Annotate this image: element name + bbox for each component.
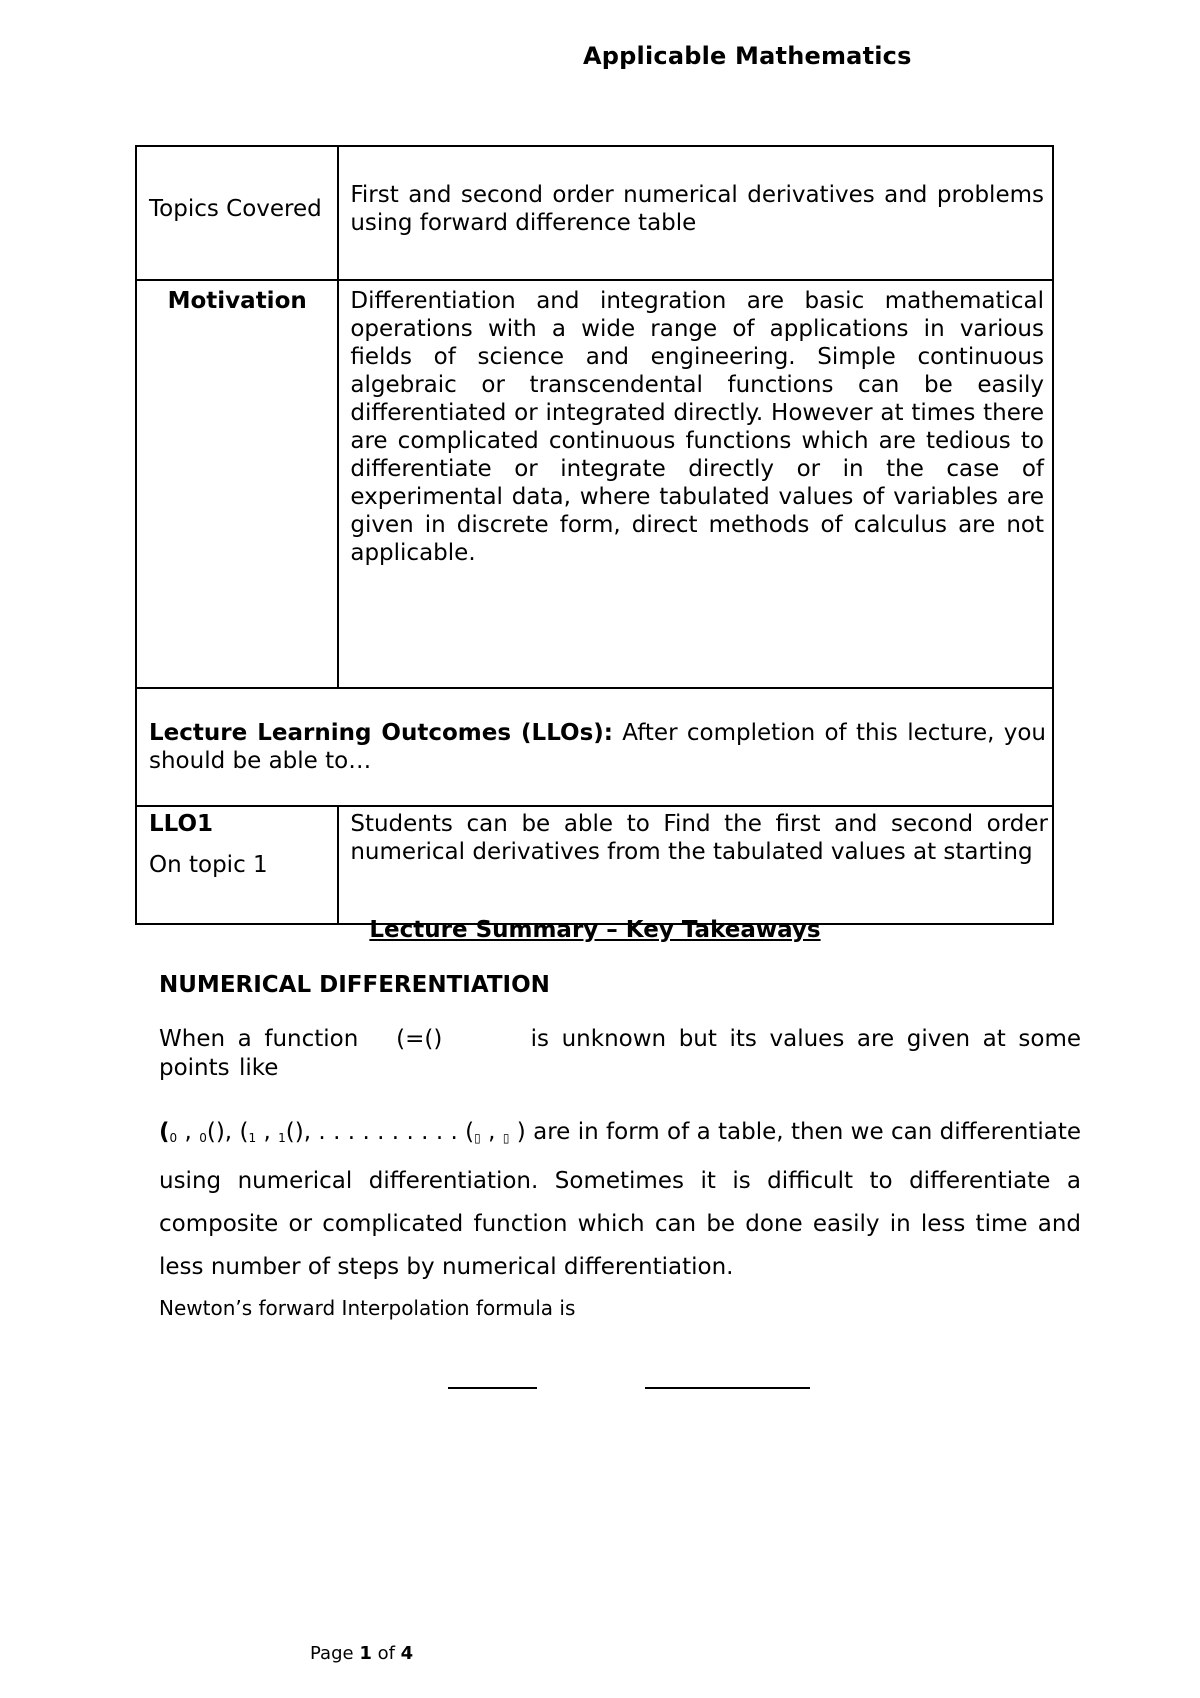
formula-fraction-line-2	[645, 1387, 810, 1389]
point-x1-subscript: 1	[248, 1131, 257, 1145]
llo1-topic: On topic 1	[149, 852, 268, 878]
document-header-title: Applicable Mathematics	[583, 42, 912, 70]
lecture-summary-title: Lecture Summary – Key Takeaways	[369, 917, 821, 943]
motivation-row	[136, 280, 1053, 688]
points-paragraph-text: are in form of a table, then we can differentiate using numerical differentiation. Sometimes it is difficult to differentiate a composite or complicated function which can be done easily in less time and less number of steps by numerical differentiation.	[159, 1119, 1081, 1280]
point-separator: ,	[480, 1119, 503, 1145]
function-expression: (=()	[396, 1026, 443, 1052]
formula-fraction-line-1	[448, 1387, 537, 1389]
llo1-label: LLO1	[149, 811, 214, 837]
newton-formula-intro: Newton’s forward Interpolation formula is	[159, 1296, 576, 1320]
llo1-label-cell	[136, 806, 338, 924]
tabulated-points	[159, 1119, 526, 1145]
lecture-info-table	[135, 145, 1054, 925]
point-separator: ,	[256, 1119, 279, 1145]
point-y1-subscript: 1	[278, 1131, 286, 1145]
point-separator: ,	[177, 1119, 200, 1145]
llo-header-cell	[136, 688, 1053, 806]
topics-text-content: First and second order numerical derivatives and problems using forward difference table	[350, 182, 1044, 236]
point-close: (), (	[206, 1119, 249, 1145]
motivation-text: Differentiation and integration are basic mathematical operations with a wide range of applications in various fields of science and engineering. Simple continuous algebraic or transcendental functions can be easily differentiated or integrated directly. However at times there are complicated continuous functions which are tedious to differentiate or integrate directly or in the case of experimental data, where tabulated values of variables are given in discrete form, direct methods of calculus are not applicable.	[350, 288, 1044, 566]
point-close-final: )	[509, 1119, 526, 1145]
motivation-label-cell	[136, 280, 338, 688]
point-x0-subscript: 0	[169, 1131, 178, 1145]
llo1-row	[136, 806, 1053, 924]
motivation-label: Motivation	[167, 288, 307, 314]
llo-header-row	[136, 688, 1053, 806]
points-paragraph	[159, 1111, 1081, 1289]
intro-text-a: When a function	[159, 1026, 359, 1052]
topics-text-cell	[338, 146, 1053, 280]
intro-paragraph	[159, 1025, 1081, 1083]
llo1-text: Students can be able to Find the first and second order numerical derivatives from the tabulated values at starting	[350, 811, 1048, 865]
llo-header	[137, 689, 1052, 805]
section-heading: NUMERICAL DIFFERENTIATION	[159, 972, 550, 998]
llo-header-bold: Lecture Learning Outcomes (LLOs):	[149, 720, 613, 746]
topics-label-cell	[136, 146, 338, 280]
point-close-dots: (), . . . . . . . . . . (	[285, 1119, 475, 1145]
intro-text-b: is unknown but its values are given at some points like	[159, 1026, 1081, 1081]
topics-label: Topics Covered	[149, 196, 322, 222]
page-total: 4	[400, 1643, 414, 1664]
motivation-text-cell	[338, 280, 1053, 688]
page-number: 1	[359, 1643, 372, 1664]
page-footer	[310, 1643, 413, 1664]
llo1-left	[137, 807, 337, 923]
point-y0-subscript: 0	[199, 1131, 207, 1145]
topics-row	[136, 146, 1053, 280]
point-xn-subscript: ▯	[474, 1131, 481, 1145]
points-open-paren: (	[159, 1119, 170, 1145]
llo-header-text: After completion of this lecture, you should be able to…	[149, 720, 1046, 774]
of-word: of	[377, 1643, 395, 1664]
llo1-text-cell	[338, 806, 1053, 924]
topics-text	[339, 147, 1052, 279]
page-word: Page	[310, 1643, 354, 1664]
point-yn-subscript: ▯	[502, 1131, 510, 1145]
